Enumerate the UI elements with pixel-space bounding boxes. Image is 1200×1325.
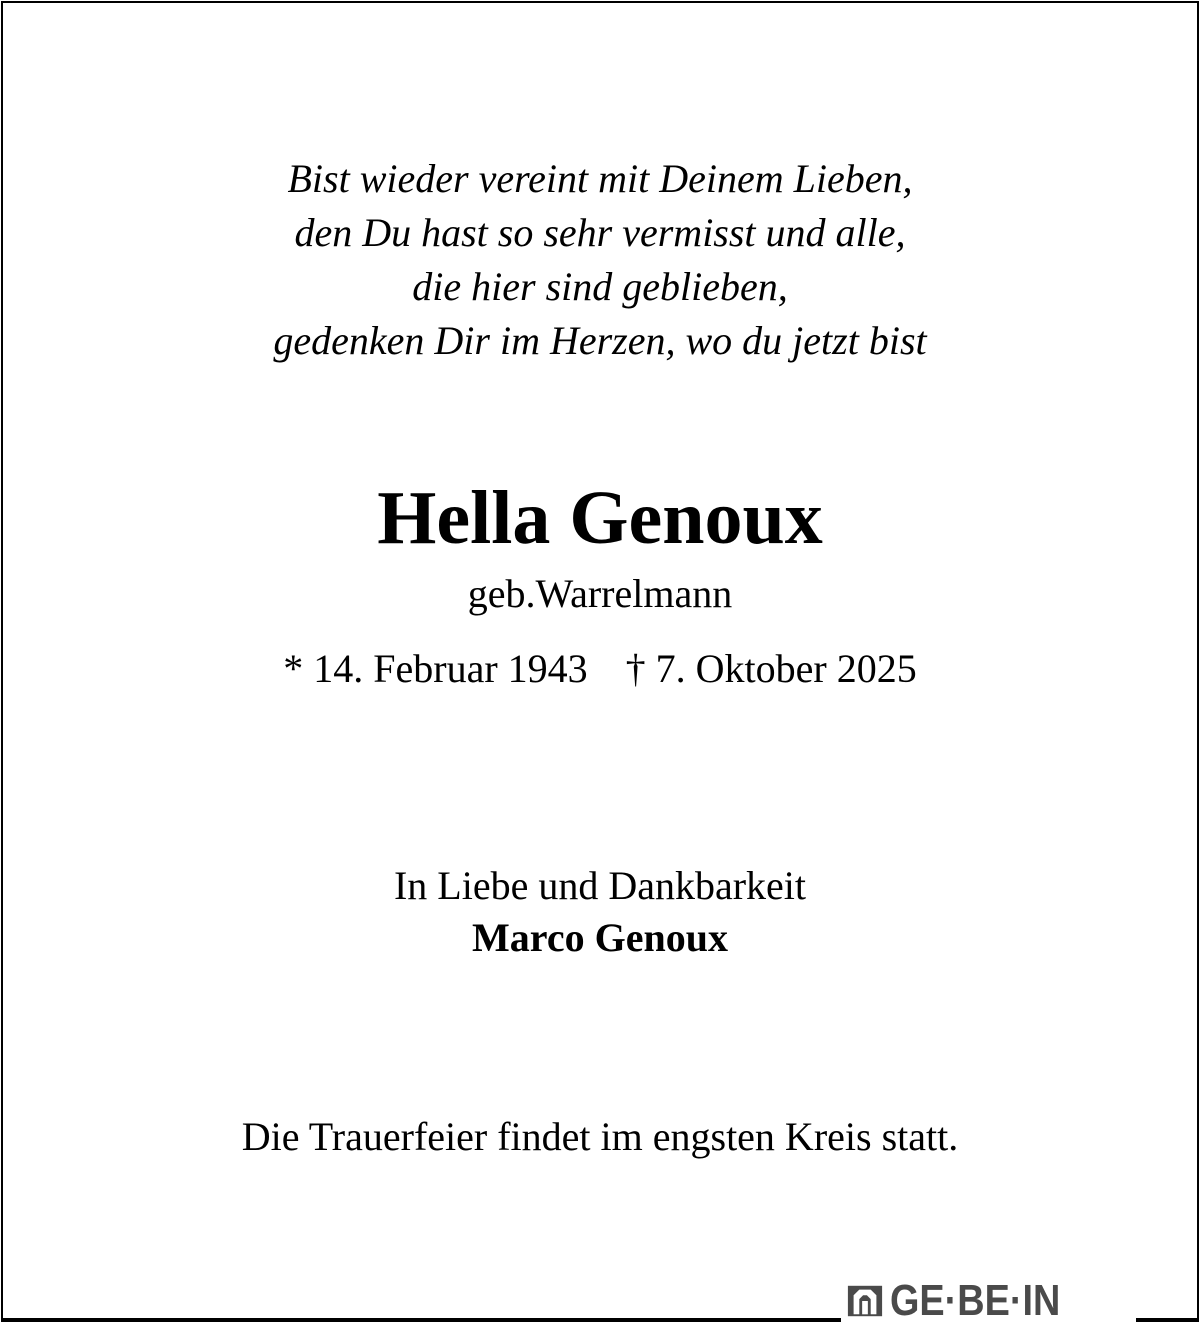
mourner-name: Marco Genoux — [472, 915, 728, 960]
death-date: † 7. Oktober 2025 — [625, 646, 917, 691]
bottom-border-right — [1136, 1318, 1198, 1322]
life-dates — [0, 644, 1200, 694]
funeral-notice: Die Trauerfeier findet im engsten Kreis statt. — [241, 1114, 959, 1159]
mourners-phrase: In Liebe und Dankbarkeit — [393, 863, 807, 908]
maiden-name: geb.Warrelmann — [467, 571, 733, 616]
poem — [0, 152, 1200, 368]
gebein-logo — [846, 1278, 1088, 1324]
poem-line: den Du hast so sehr vermisst und alle, — [294, 210, 906, 255]
poem-line: gedenken Dir im Herzen, wo du jetzt bist — [273, 318, 927, 363]
poem-line: die hier sind geblieben, — [412, 264, 788, 309]
gebein-logo-text: GE·BE·IN — [890, 1276, 1061, 1325]
bottom-border-left — [1, 1318, 841, 1322]
poem-line: Bist wieder vereint mit Deinem Lieben, — [287, 156, 913, 201]
gebein-logo-icon — [846, 1282, 884, 1320]
deceased-name: Hella Genoux — [377, 476, 823, 560]
birth-date: * 14. Februar 1943 — [283, 646, 588, 691]
